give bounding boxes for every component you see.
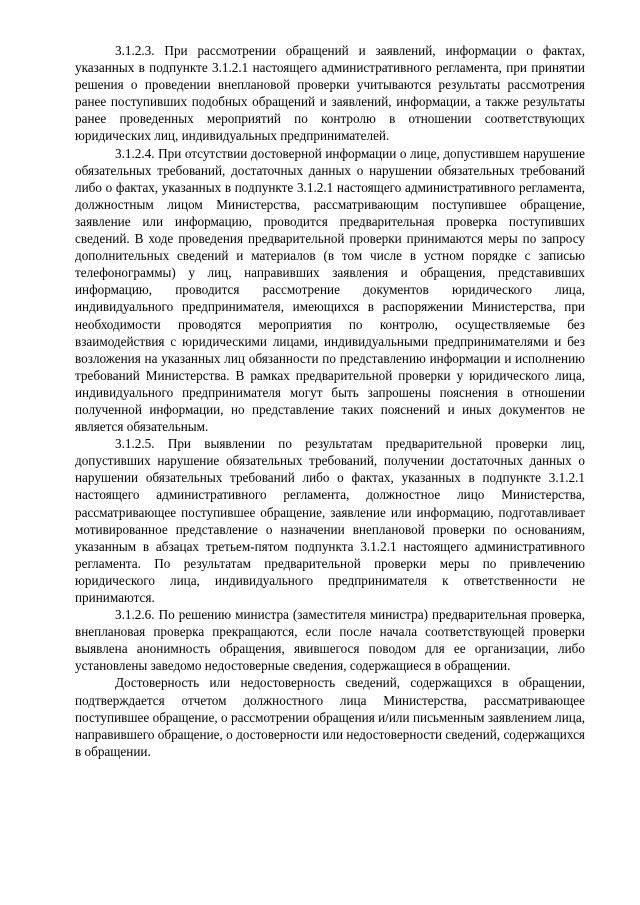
paragraph-3-1-2-3: 3.1.2.3. При рассмотрении обращений и заявлений, информации о фактах, указанных в подпункте 3.1.2.1 настоящего административного регламента, при принятии решения о проведении внеплановой проверки учитываются результаты рассмотрения ранее поступивших подобных обращений и заявлений, информации, а также результаты ранее проведенных мероприятий по контролю в отношении соответствующих юридических лиц, индивидуальных предпринимателей. bbox=[75, 43, 585, 144]
paragraph-3-1-2-4: 3.1.2.4. При отсутствии достоверной информации о лице, допустившем нарушение обязательных требований, достаточных данных о нарушении обязательных требований либо о фактах, указанных в подпункте 3.1.2.1 настоящего административного регламента, должностным лицом Министерства, рассматривающим поступившее обращение, заявление или информацию, проводится предварительная проверка поступивших сведений. В ходе проведения предварительной проверки принимаются меры по запросу дополнительных сведений и материалов (в том числе в устном порядке с записью телефонограммы) у лиц, направивших заявления и обращения, представивших информацию, проводится рассмотрение документов юридического лица, индивидуального предпринимателя, имеющихся в распоряжении Министерства, при необходимости проводятся мероприятия по контролю, осуществляемые без взаимодействия с юридическими лицами, индивидуальными предпринимателями и без возложения на указанных лиц обязанности по представлению информации и исполнению требований Министерства. В рамках предварительной проверки у юридического лица, индивидуального предпринимателя могут быть запрошены пояснения в отношении полученной информации, но представление таких пояснений и иных документов не является обязательным. bbox=[75, 145, 585, 435]
paragraph-reliability: Достоверность или недостоверность сведений, содержащихся в обращении, подтверждается отчетом должностного лица Министерства, рассматривающее поступившее обращение, о рассмотрении обращения и/или письменным заявлением лица, направившего обращение, о достоверности или недостоверности сведений, содержащихся в обращении. bbox=[75, 675, 585, 759]
document-page bbox=[75, 42, 585, 760]
paragraph-3-1-2-5: 3.1.2.5. При выявлении по результатам предварительной проверки лиц, допустивших нарушение обязательных требований, получении достаточных данных о нарушении обязательных требований либо о фактах, указанных в подпункте 3.1.2.1 настоящего административного регламента, должностное лицо Министерства, рассматривающее поступившее обращение, заявление или информацию, подготавливает мотивированное представление о назначении внеплановой проверки по основаниям, указанным в абзацах третьем-пятом подпункта 3.1.2.1 настоящего административного регламента. По результатам предварительной проверки меры по привлечению юридического лица, индивидуального предпринимателя к ответственности не принимаются. bbox=[75, 436, 585, 605]
paragraph-3-1-2-6: 3.1.2.6. По решению министра (заместителя министра) предварительная проверка, внеплановая проверка прекращаются, если после начала соответствующей проверки выявлена анонимность обращения, явившегося поводом для ее организации, либо установлены заведомо недостоверные сведения, содержащиеся в обращении. bbox=[75, 607, 585, 674]
